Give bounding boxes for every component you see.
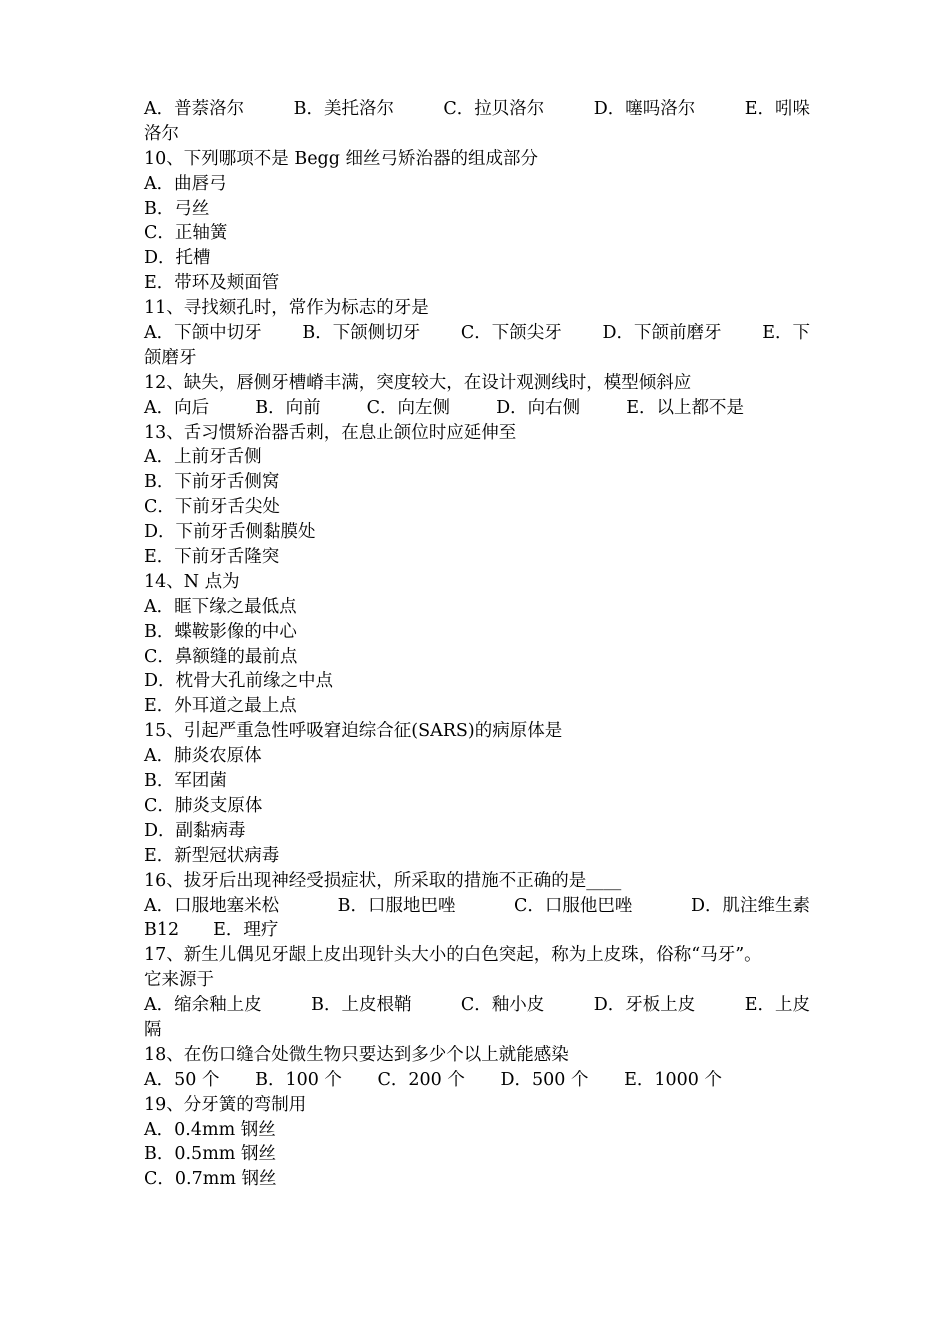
option-line: B．蝶鞍影像的中心 [144,621,297,642]
option-e: E．吲哚 [744,99,810,119]
option-d: D．向右侧 [496,397,581,418]
option-line: E．新型冠状病毒 [144,845,280,866]
option-d-tail: B12 [144,920,180,941]
option-c: C．向左侧 [366,397,451,418]
document-body [144,97,810,1192]
option-b: B．美托洛尔 [293,99,394,119]
option-line: E．外耳道之最上点 [144,696,297,717]
q16-options-wrap [144,918,810,943]
option-line: A．肺炎农原体 [144,746,262,767]
q11-options-line [144,321,810,346]
question-10: 10、下列哪项不是 Begg 细丝弓矫治器的组成部分 [144,148,539,169]
question-15: 15、引起严重急性呼吸窘迫综合征(SARS)的病原体是 [144,721,563,742]
option-c: C．拉贝洛尔 [443,99,545,119]
q9-options-wrap: 洛尔 [144,123,179,144]
option-line: A．上前牙舌侧 [144,447,262,468]
question-16: 16、拔牙后出现神经受损症状，所采取的措施不正确的是____ [144,870,622,891]
option-line: D．枕骨大孔前缘之中点 [144,671,334,692]
option-e: E．理疗 [213,920,279,941]
question-12: 12、缺失，唇侧牙槽嵴丰满，突度较大，在设计观测线时，模型倾斜应 [144,372,692,393]
option-b: B．口服地巴唑 [337,895,456,916]
option-d: D．肌注维生素 [690,895,810,916]
option-e: E．下 [762,323,810,344]
option-c: C．200 个 [377,1069,465,1090]
option-d: D．500 个 [500,1069,589,1090]
option-line: B．军团菌 [144,771,227,792]
q16-options-line [144,894,810,919]
option-line: B．0.5mm 钢丝 [144,1144,276,1165]
option-e: E．以上都不是 [626,397,744,418]
option-c: C．釉小皮 [460,995,545,1016]
option-c: C．口服他巴唑 [514,895,633,916]
option-line: B．下前牙舌侧窝 [144,472,280,493]
spacer [179,918,213,943]
option-c: C．下颌尖牙 [460,323,562,344]
option-e: E．1000 个 [624,1069,722,1090]
q18-options-line [144,1068,722,1093]
option-line: C．肺炎支原体 [144,795,263,816]
question-14: 14、N 点为 [144,571,240,592]
option-line: A．眶下缘之最低点 [144,596,297,617]
option-line: D．副黏病毒 [144,820,246,841]
option-line: C．0.7mm 钢丝 [144,1169,277,1190]
option-line: D．托槽 [144,248,211,269]
option-line: C．下前牙舌尖处 [144,497,280,518]
option-line: A．曲唇弓 [144,173,227,194]
option-a: A．下颌中切牙 [144,323,262,344]
q11-options-wrap: 颌磨牙 [144,347,197,368]
q12-options-line [144,396,744,421]
option-a: A．向后 [144,397,210,418]
option-d: D．牙板上皮 [593,995,696,1016]
option-d: D．噻吗洛尔 [593,99,696,119]
option-b: B．向前 [255,397,321,418]
q17-options-wrap: 隔 [144,1019,162,1040]
option-a: A．50 个 [144,1069,220,1090]
option-line: E．带环及颊面管 [144,273,280,294]
question-11: 11、寻找颏孔时，常作为标志的牙是 [144,298,429,319]
question-13: 13、舌习惯矫治器舌刺，在息止颌位时应延伸至 [144,422,517,443]
option-line: C．鼻额缝的最前点 [144,646,298,667]
q17-options-line [144,993,810,1018]
option-line: D．下前牙舌侧黏膜处 [144,522,316,543]
question-17-wrap: 它来源于 [144,970,214,991]
option-line: E．下前牙舌隆突 [144,547,280,568]
option-line: B．弓丝 [144,198,210,219]
option-e: E．上皮 [744,995,810,1016]
option-line: C．正轴簧 [144,223,228,244]
option-line: A．0.4mm 钢丝 [144,1119,276,1140]
question-18: 18、在伤口缝合处微生物只要达到多少个以上就能感染 [144,1044,569,1065]
option-b: B．下颌侧切牙 [302,323,421,344]
question-19: 19、分牙簧的弯制用 [144,1094,307,1115]
q9-options-line [144,97,810,122]
option-b: B．上皮根鞘 [311,995,412,1016]
option-a: A．口服地塞米松 [144,895,280,916]
option-b: B．100 个 [255,1069,342,1090]
question-17: 17、新生儿偶见牙龈上皮出现针头大小的白色突起，称为上皮珠，俗称“马牙”。 [144,945,762,966]
option-a: A．普萘洛尔 [144,99,245,119]
option-a: A．缩余釉上皮 [144,995,262,1016]
option-d: D．下颌前磨牙 [602,323,722,344]
